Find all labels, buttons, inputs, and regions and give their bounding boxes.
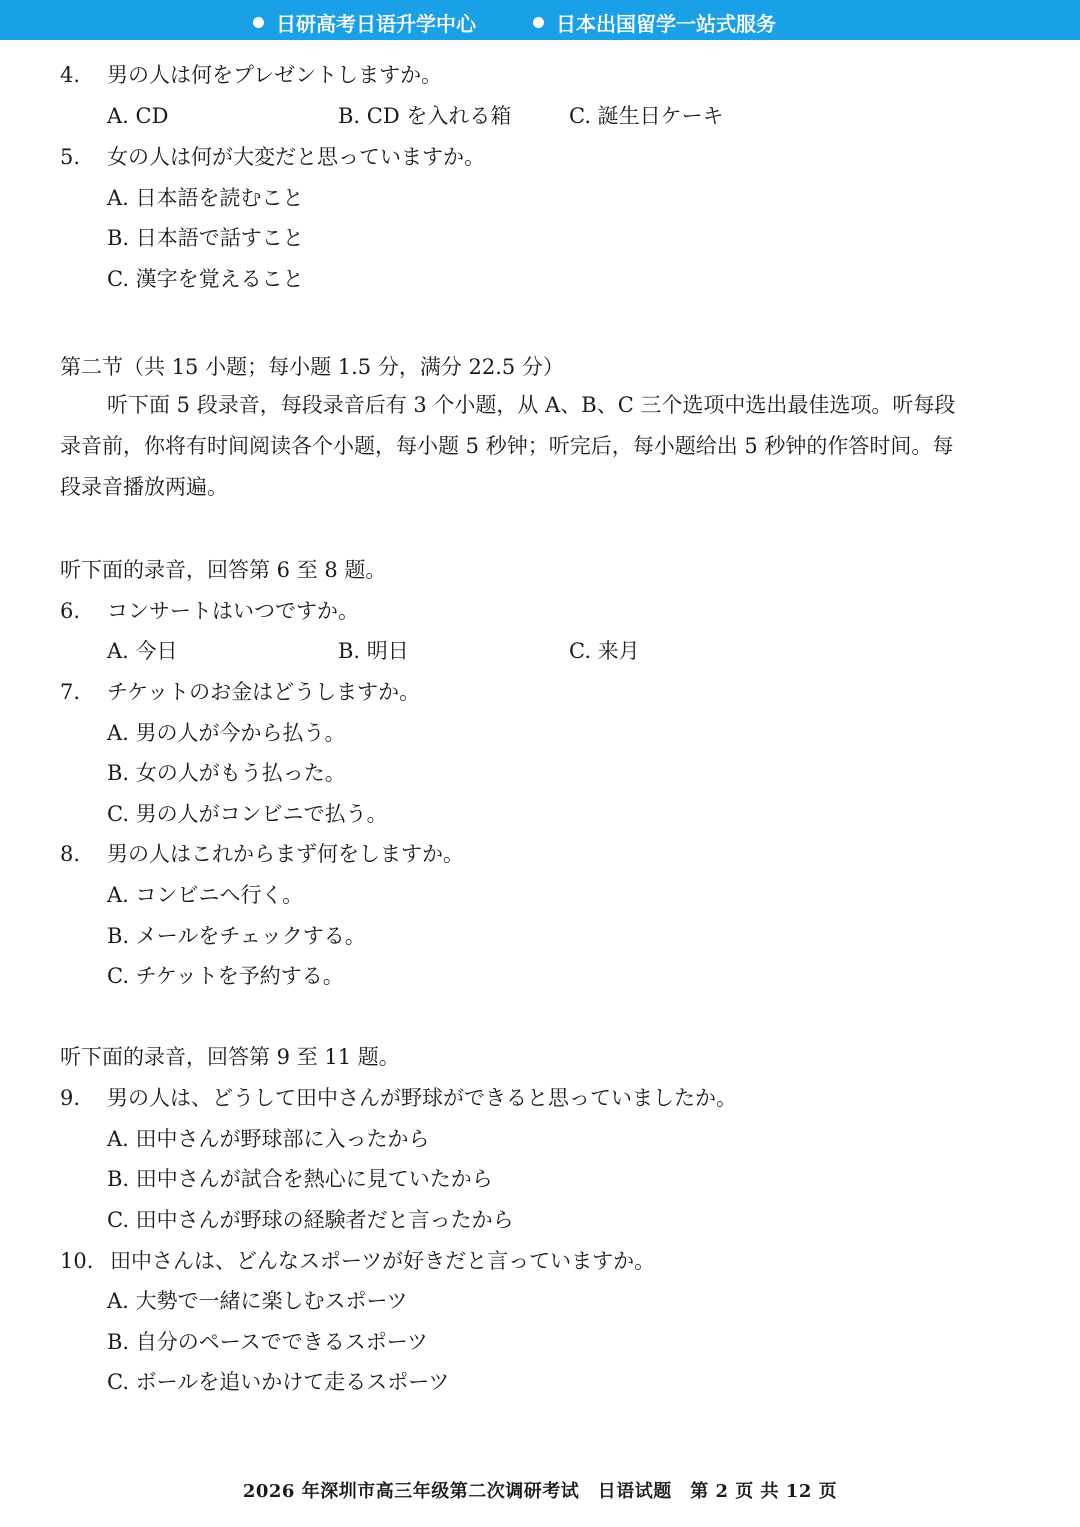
option-b: B. 自分のペースでできるスポーツ: [107, 1330, 428, 1354]
option-b: B. 日本語で話すこと: [107, 226, 304, 250]
option-a: A. 日本語を読むこと: [107, 186, 304, 210]
option-c: C. チケットを予約する。: [107, 964, 344, 988]
section-title: 第二节（共 15 小题；每小题 1.5 分，满分 22.5 分）: [60, 355, 564, 379]
page-footer: 2026 年深圳市高三年级第二次调研考试 日语试题 第 2 页 共 12 页: [242, 1481, 838, 1502]
option-c: C. ボールを追いかけて走るスポーツ: [107, 1370, 450, 1394]
question-text: コンサートはいつですか。: [107, 599, 359, 623]
option-c: C. 来月: [569, 639, 640, 663]
question-number: 8.: [60, 842, 81, 866]
option-c: C. 誕生日ケーキ: [569, 104, 724, 128]
header-item-right: [533, 8, 776, 37]
option-b: B. CD を入れる箱: [338, 104, 512, 128]
question-text: 田中さんは、どんなスポーツが好きだと言っていますか。: [110, 1249, 656, 1273]
question-number: 10.: [60, 1249, 94, 1273]
question-number: 4.: [60, 63, 81, 87]
question-number: 9.: [60, 1086, 81, 1110]
option-a: A. コンビニへ行く。: [107, 883, 304, 907]
option-c: C. 田中さんが野球の経験者だと言ったから: [107, 1208, 514, 1232]
question-text: 男の人は、どうして田中さんが野球ができると思っていましたか。: [107, 1086, 737, 1110]
option-a: A. 大勢で一緒に楽しむスポーツ: [107, 1289, 408, 1313]
header-left-text: 日研高考日语升学中心: [276, 12, 476, 36]
question-text: チケットのお金はどうしますか。: [107, 680, 421, 704]
group-instruction: 听下面的录音，回答第 9 至 11 题。: [60, 1045, 400, 1069]
option-c: C. 男の人がコンビニで払う。: [107, 802, 388, 826]
question-number: 6.: [60, 599, 81, 623]
section-instructions: 听下面 5 段录音，每段录音后有 3 个小题，从 A、B、C 三个选项中选出最佳选项。听每段录音前，你将有时间阅读各个小题，每小题 5 秒钟；听完后，每小题给出 5 秒钟的作答时间。每段录音播放两遍。: [60, 393, 956, 499]
option-a: A. 今日: [107, 639, 178, 663]
bullet-dot-icon: [253, 17, 264, 28]
question-text: 男の人はこれからまず何をしますか。: [107, 842, 464, 866]
bullet-dot-icon: [533, 17, 544, 28]
question-text: 女の人は何が大変だと思っていますか。: [107, 145, 485, 169]
header-right-text: 日本出国留学一站式服务: [556, 12, 776, 36]
option-a: A. CD: [107, 104, 169, 128]
option-b: B. 女の人がもう払った。: [107, 761, 346, 785]
question-number: 7.: [60, 680, 81, 704]
question-number: 5.: [60, 145, 81, 169]
option-c: C. 漢字を覚えること: [107, 267, 304, 291]
option-b: B. メールをチェックする。: [107, 924, 366, 948]
header-item-left: [253, 8, 476, 37]
header-banner: [0, 0, 1080, 40]
option-a: A. 男の人が今から払う。: [107, 721, 346, 745]
option-a: A. 田中さんが野球部に入ったから: [107, 1127, 430, 1151]
question-text: 男の人は何をプレゼントしますか。: [107, 63, 443, 87]
option-b: B. 明日: [338, 639, 409, 663]
group-instruction: 听下面的录音，回答第 6 至 8 题。: [60, 558, 387, 582]
option-b: B. 田中さんが試合を熱心に見ていたから: [107, 1167, 493, 1191]
